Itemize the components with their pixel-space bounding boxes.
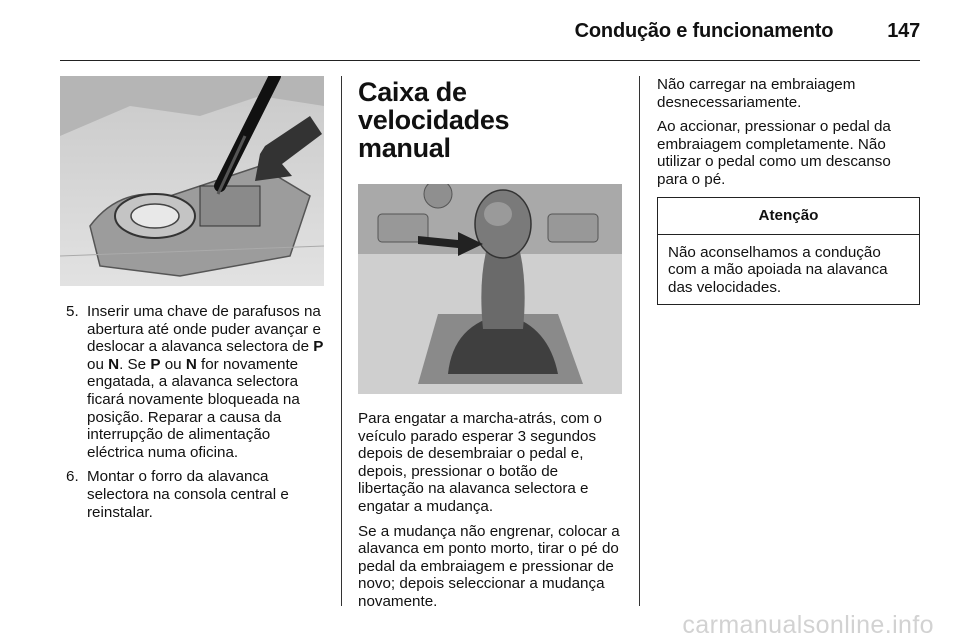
- watermark: carmanualsonline.info: [682, 611, 934, 639]
- step-item: [60, 468, 324, 521]
- attention-box: [657, 197, 920, 306]
- step-number: 5.: [66, 303, 79, 320]
- instruction-steps: [60, 303, 324, 521]
- page-number: 147: [887, 20, 920, 42]
- step-text: Inserir uma chave de parafusos na abertura até onde puder avançar e deslocar a alavanca selectora de P ou N. Se P ou N for novamente engatada, a alavanca selectora ficará novamente bloqueada na posição. Reparar a causa da interrupção de alimentação eléctrica numa oficina.: [87, 303, 324, 461]
- paragraph: Ao accionar, pressionar o pedal da embraiagem completamente. Não utilizar o pedal como um descanso para o pé.: [657, 118, 891, 188]
- step-number: 6.: [66, 468, 79, 486]
- header-rule: [60, 60, 920, 61]
- paragraph: Para engatar a marcha-atrás, com o veículo parado esperar 3 segundos depois de desembraiar o pedal e, depois, pressionar o botão de libertação na alavanca selectora e engatar a mudança.: [358, 410, 602, 515]
- column-divider-2: [639, 76, 640, 606]
- column-2: [358, 76, 622, 618]
- section-heading: Caixa de velocidades manual: [358, 77, 510, 163]
- attention-title: Atenção: [658, 198, 919, 235]
- step-text: Montar o forro da alavanca selectora na consola central e reinstalar.: [87, 468, 289, 521]
- column-1: [60, 76, 324, 528]
- paragraph: Não carregar na embraiagem desnecessariamente.: [657, 76, 856, 111]
- page-header: [575, 20, 920, 43]
- paragraph: Se a mudança não engrenar, colocar a alavanca em ponto morto, tirar o pé do pedal da embraiagem e pressionar de novo; depois seleccionar a mudança novamente.: [358, 522, 620, 610]
- step-item: [60, 303, 324, 461]
- column-divider-1: [341, 76, 342, 606]
- manual-gear-lever-photo: [358, 184, 622, 394]
- selector-lever-screwdriver-photo: [60, 76, 324, 286]
- section-title: Condução e funcionamento: [574, 20, 834, 42]
- attention-body: Não aconselhamos a condução com a mão apoiada na alavanca das velocidades.: [668, 243, 888, 296]
- column-3: [657, 76, 920, 305]
